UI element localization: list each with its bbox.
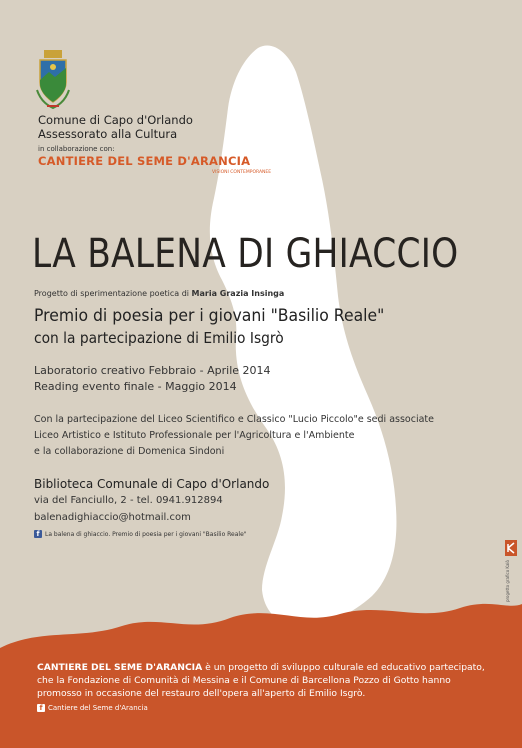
footer-line-1-text: è un progetto di sviluppo culturale ed educativo partecipato, (202, 662, 485, 673)
poster-title: LA BALENA DI GHIACCIO (32, 231, 459, 277)
footer-facebook-label: Cantiere del Seme d'Arancia (48, 704, 148, 712)
participation-heading: con la partecipazione di Emilio Isgrò (34, 329, 284, 347)
footer-line-2: che la Fondazione di Comunità di Messina e il Comune di Barcellona Pozzo di Gotto hanno (37, 675, 451, 686)
footer-line-1 (37, 662, 485, 673)
venue-address: via del Fanciullo, 2 - tel. 0941.912894 (34, 495, 223, 506)
designer-logo-icon (505, 540, 517, 556)
project-subtitle (34, 289, 284, 298)
facebook-icon: f (37, 704, 45, 712)
facebook-icon: f (34, 530, 42, 538)
footer-brand: CANTIERE DEL SEME D'ARANCIA (37, 662, 203, 673)
lab-dates: Laboratorio creativo Febbraio - Aprile 2014 (34, 364, 271, 377)
facebook-page-label: La balena di ghiaccio. Premio di poesia per i giovani "Basilio Reale" (45, 530, 247, 538)
partners-line-3: e la collaborazione di Domenica Sindoni (34, 446, 225, 457)
designer-credit: progetto grafico Kalò (505, 560, 510, 603)
organization-line-1: Comune di Capo d'Orlando (38, 113, 193, 127)
contact-email[interactable]: balenadighiaccio@hotmail.com (34, 512, 191, 523)
organization-line-2: Assessorato alla Cultura (38, 127, 178, 141)
collaboration-label: in collaborazione con: (38, 145, 115, 153)
venue-name: Biblioteca Comunale di Capo d'Orlando (34, 477, 270, 491)
reading-dates: Reading evento finale - Maggio 2014 (34, 380, 237, 393)
footer-facebook-link[interactable] (37, 704, 148, 712)
partners-line-1: Con la partecipazione del Liceo Scientifico e Classico "Lucio Piccolo"e sedi associate (34, 414, 434, 425)
footer-line-3: promosso in occasione del restauro dell'opera all'aperto di Emilio Isgrò. (37, 688, 366, 699)
prize-heading: Premio di poesia per i giovani "Basilio Reale" (34, 306, 385, 326)
subtitle-prefix: Progetto di sperimentazione poetica di (34, 289, 192, 298)
municipal-crest-icon (35, 50, 71, 110)
facebook-link[interactable] (34, 530, 247, 538)
partner-tagline: VISIONI CONTEMPORANEE (212, 170, 272, 175)
partner-name: CANTIERE DEL SEME D'ARANCIA (38, 154, 251, 168)
partners-line-2: Liceo Artistico e Istituto Professionale per l'Agricoltura e l'Ambiente (34, 430, 355, 441)
subtitle-author: Maria Grazia Insinga (191, 289, 285, 298)
